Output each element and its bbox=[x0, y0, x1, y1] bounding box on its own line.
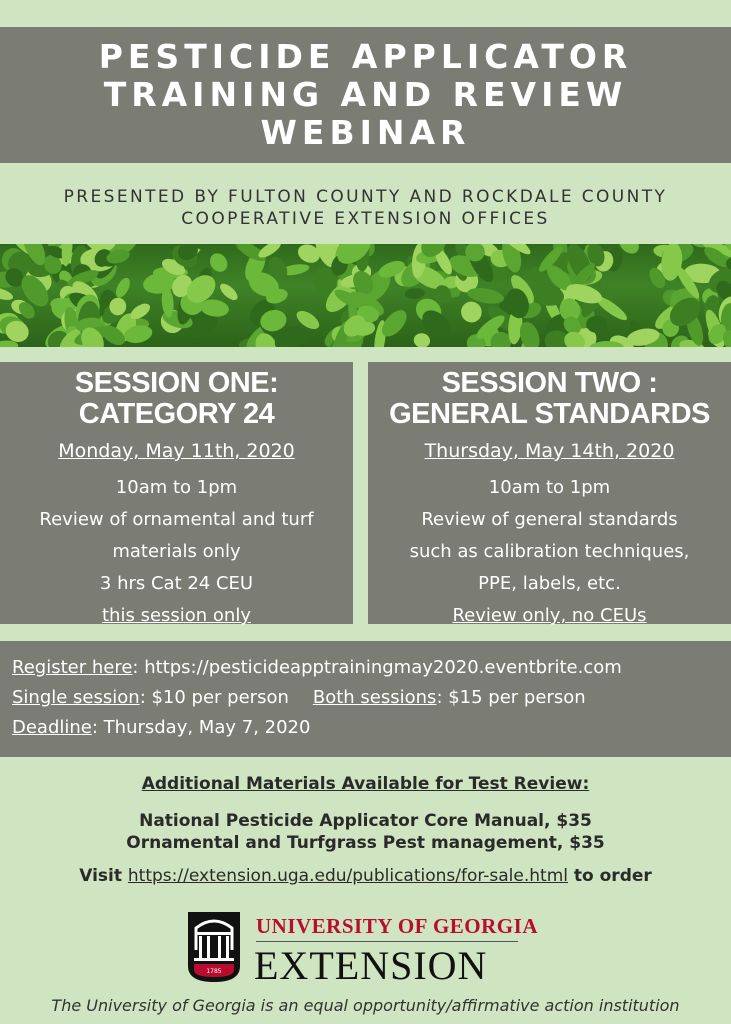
arch-icon bbox=[186, 910, 242, 984]
leaf bbox=[458, 298, 485, 325]
presenter-line-1: PRESENTED BY FULTON COUNTY AND ROCKDALE COUNTY bbox=[63, 187, 668, 207]
session-two-panel bbox=[368, 362, 731, 624]
register-label: Register here bbox=[12, 657, 133, 678]
visit-suffix: to order bbox=[567, 866, 652, 886]
uga-extension-logo bbox=[186, 908, 538, 988]
session-one-panel bbox=[0, 362, 353, 624]
visit-prefix: Visit bbox=[79, 866, 128, 886]
register-url[interactable]: : https://pesticideapptrainingmay2020.eventbrite.com bbox=[132, 657, 622, 678]
title-line-3: WEBINAR bbox=[260, 113, 471, 152]
session-one-ceu: 3 hrs Cat 24 CEU bbox=[99, 573, 254, 594]
session-one-date: Monday, May 11th, 2020 bbox=[58, 440, 295, 462]
presenter-text bbox=[0, 186, 731, 230]
deadline-value: : Thursday, May 7, 2020 bbox=[91, 717, 311, 738]
deadline-line bbox=[12, 713, 731, 743]
footer-disclaimer: The University of Georgia is an equal opportunity/affirmative action institution bbox=[51, 996, 680, 1015]
pricing-line bbox=[12, 683, 731, 713]
session-two-description-line-3: PPE, labels, etc. bbox=[478, 573, 621, 594]
materials-item: Ornamental and Turfgrass Pest management, $35 bbox=[126, 833, 605, 853]
leaf bbox=[404, 287, 425, 300]
presenter-line-2: COOPERATIVE EXTENSION OFFICES bbox=[181, 209, 550, 229]
materials-list bbox=[0, 810, 731, 854]
title-line-2: TRAINING AND REVIEW bbox=[103, 75, 628, 114]
leaf bbox=[113, 276, 133, 300]
single-session-label: Single session bbox=[12, 687, 140, 708]
session-one-time: 10am to 1pm bbox=[115, 477, 238, 498]
logo-year: 1785 bbox=[206, 968, 222, 975]
session-two-date: Thursday, May 14th, 2020 bbox=[424, 440, 675, 462]
session-two-description-line-2: such as calibration techniques, bbox=[409, 541, 690, 562]
session-one-note: this session only bbox=[102, 605, 251, 626]
register-line bbox=[12, 653, 731, 683]
materials-heading: Additional Materials Available for Test Review: bbox=[141, 774, 590, 794]
session-two-description-line-1: Review of general standards bbox=[421, 509, 678, 530]
session-two-time: 10am to 1pm bbox=[488, 477, 611, 498]
session-one-description-line-2: materials only bbox=[112, 541, 241, 562]
session-two-title-line-1: SESSION TWO : bbox=[441, 367, 658, 399]
logo-university-text: UNIVERSITY OF GEORGIA bbox=[256, 914, 538, 938]
session-two-title-line-2: GENERAL STANDARDS bbox=[389, 398, 710, 430]
title-banner bbox=[0, 27, 731, 163]
leaf bbox=[217, 281, 240, 303]
session-two-note: Review only, no CEUs bbox=[452, 605, 647, 626]
session-one-description-line-1: Review of ornamental and turf bbox=[39, 509, 314, 530]
session-one-title-line-1: SESSION ONE: bbox=[74, 367, 279, 399]
registration-panel bbox=[0, 641, 731, 757]
both-sessions-label: Both sessions bbox=[312, 687, 437, 708]
both-sessions-price: : $15 per person bbox=[436, 687, 586, 708]
visit-line bbox=[0, 866, 731, 886]
materials-item: National Pesticide Applicator Core Manual, $35 bbox=[139, 811, 592, 831]
leaves-banner-image bbox=[0, 244, 731, 347]
logo-extension-text: EXTENSION bbox=[254, 943, 488, 988]
title-line-1: PESTICIDE APPLICATOR bbox=[98, 37, 633, 76]
single-session-price: : $10 per person bbox=[139, 687, 289, 708]
deadline-label: Deadline bbox=[12, 717, 92, 738]
leaves-pattern bbox=[0, 244, 731, 347]
leaf bbox=[412, 332, 431, 347]
publications-link[interactable]: https://extension.uga.edu/publications/for-sale.html bbox=[127, 866, 568, 886]
session-one-title-line-2: CATEGORY 24 bbox=[78, 398, 275, 430]
